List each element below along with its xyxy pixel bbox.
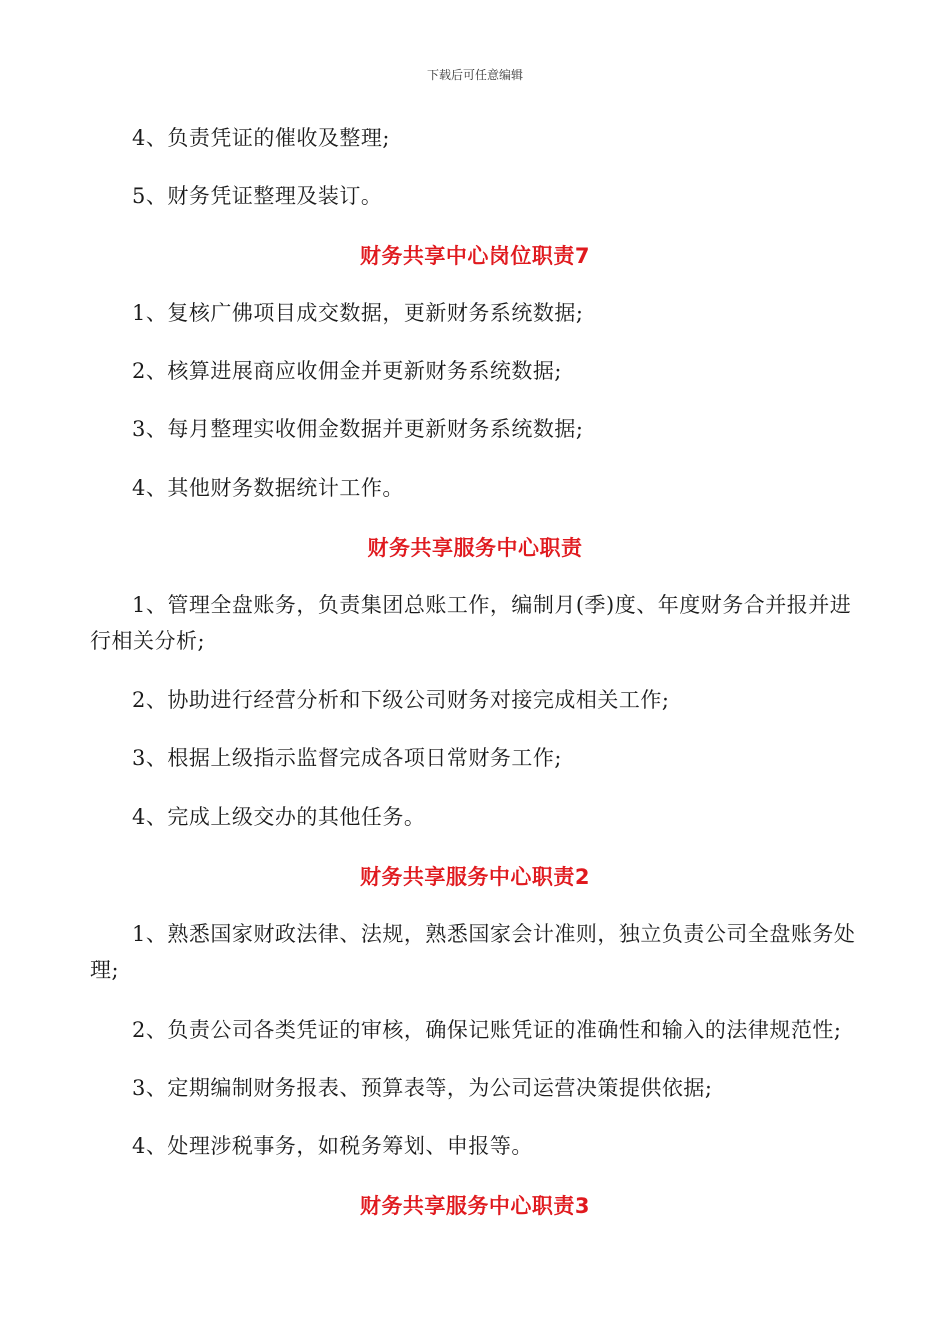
list-item-text: 4、完成上级交办的其他任务。 bbox=[132, 805, 426, 829]
list-item-text: 5、财务凭证整理及装订。 bbox=[132, 184, 383, 208]
section-heading: 财务共享中心岗位职责7 bbox=[359, 244, 591, 268]
section-heading: 财务共享服务中心职责 bbox=[367, 536, 583, 560]
list-item bbox=[90, 295, 865, 331]
list-item bbox=[90, 740, 865, 776]
list-item-text: 3、每月整理实收佣金数据并更新财务系统数据; bbox=[132, 417, 584, 441]
section-heading: 财务共享服务中心职责3 bbox=[359, 1194, 591, 1218]
list-item-text: 4、处理涉税事务，如税务筹划、申报等。 bbox=[132, 1134, 533, 1158]
list-item bbox=[90, 916, 865, 988]
list-item bbox=[90, 682, 865, 718]
list-item-text: 3、定期编制财务报表、预算表等，为公司运营决策提供依据; bbox=[132, 1076, 713, 1100]
list-item bbox=[90, 799, 865, 835]
list-item bbox=[90, 1070, 865, 1106]
list-item bbox=[90, 411, 865, 447]
list-item bbox=[90, 1012, 865, 1048]
list-item bbox=[90, 178, 865, 214]
list-item bbox=[90, 120, 865, 156]
list-item-text: 1、管理全盘账务，负责集团总账工作，编制月(季)度、年度财务合并报并进行相关分析; bbox=[90, 593, 852, 653]
list-item-text: 1、复核广佛项目成交数据，更新财务系统数据; bbox=[132, 301, 584, 325]
list-item bbox=[90, 353, 865, 389]
list-item-text: 2、协助进行经营分析和下级公司财务对接完成相关工作; bbox=[132, 688, 670, 712]
list-item bbox=[90, 587, 865, 659]
page-header: 下载后可任意编辑 bbox=[426, 68, 523, 82]
list-item bbox=[90, 1128, 865, 1164]
list-item-text: 1、熟悉国家财政法律、法规，熟悉国家会计准则，独立负责公司全盘账务处理; bbox=[90, 922, 856, 982]
list-item-text: 2、负责公司各类凭证的审核，确保记账凭证的准确性和输入的法律规范性; bbox=[132, 1018, 842, 1042]
list-item-text: 4、其他财务数据统计工作。 bbox=[132, 476, 404, 500]
list-item bbox=[90, 470, 865, 506]
list-item-text: 4、负责凭证的催收及整理; bbox=[132, 126, 390, 150]
section-heading: 财务共享服务中心职责2 bbox=[359, 865, 591, 889]
list-item-text: 3、根据上级指示监督完成各项日常财务工作; bbox=[132, 746, 562, 770]
list-item-text: 2、核算进展商应收佣金并更新财务系统数据; bbox=[132, 359, 562, 383]
